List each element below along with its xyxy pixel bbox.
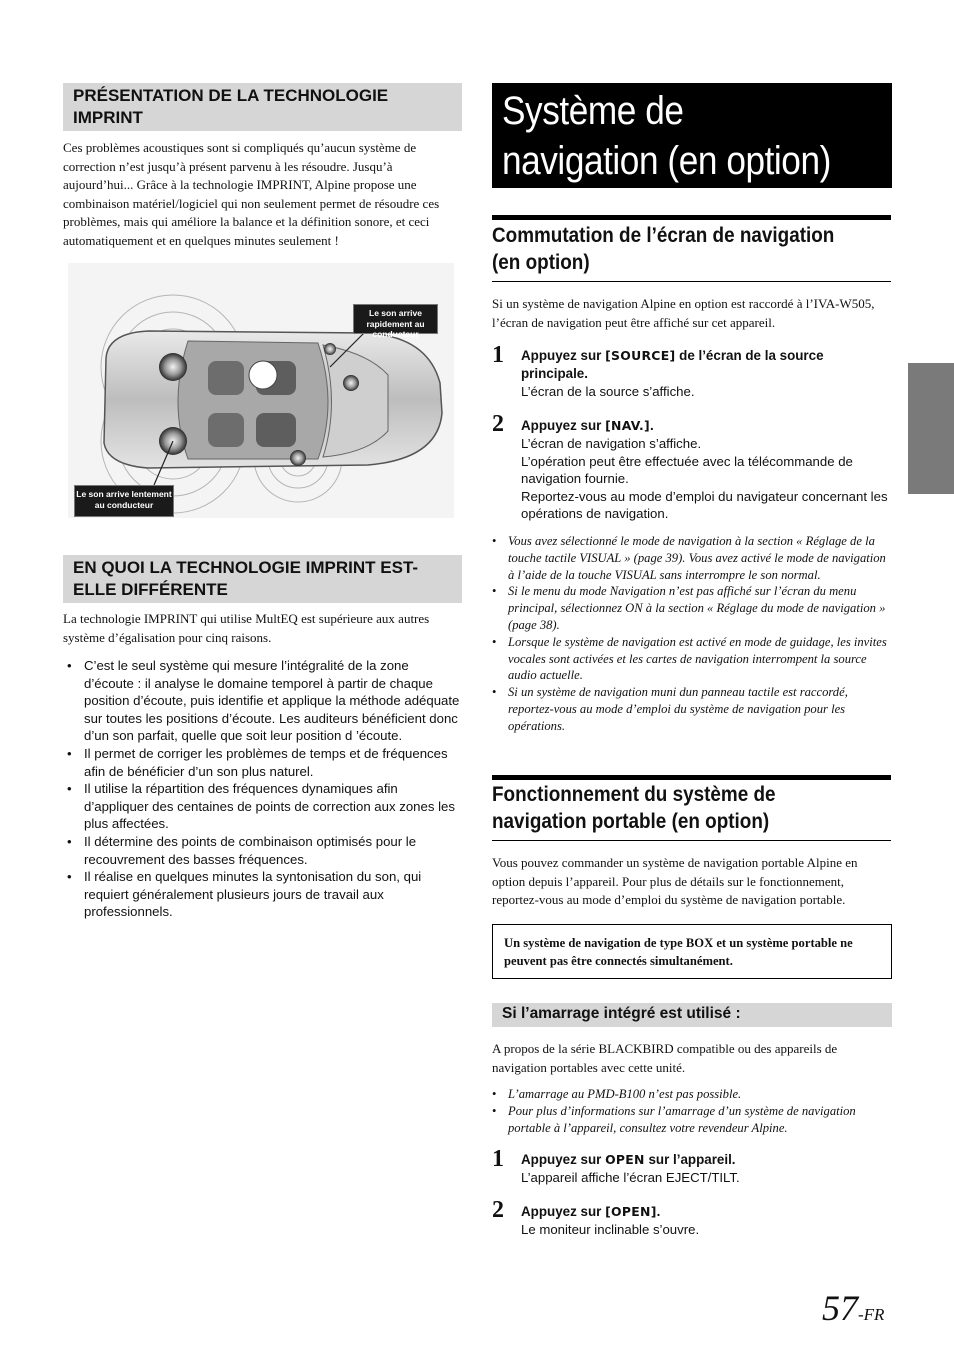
warning-box xyxy=(492,924,892,979)
step-instruction: Appuyez sur [SOURCE] de l’écran de la source principale. xyxy=(521,348,824,381)
step-number: 1 xyxy=(492,342,504,368)
chapter-title-line2: navigation (en option) xyxy=(502,139,831,183)
list-item: • Il permet de corriger les problèmes de temps et de fréquences afin de bénéficier d’un son plus naturel. xyxy=(63,745,461,780)
section-heading-difference xyxy=(63,555,462,603)
chapter-title-banner xyxy=(492,83,892,188)
list-item: • Il détermine des points de combinaison optimisés pour le recouvrement des basses fréquences. xyxy=(63,833,461,868)
difference-bullet-list xyxy=(63,657,461,921)
step-2-nav xyxy=(521,417,891,523)
side-thumb-tab xyxy=(908,363,954,494)
open-bracket-key: [OPEN] xyxy=(605,1204,657,1219)
nav-notes-list xyxy=(492,533,890,735)
nav-key: [NAV.] xyxy=(605,418,651,433)
section-heading-text: PRÉSENTATION DE LA TECHNOLOGIE IMPRINT xyxy=(73,86,389,127)
list-item: • Lorsque le système de navigation est activé en mode de guidage, les invites vocales sont activées et les cartes de navigation interrompent la source audio actuelle. xyxy=(492,634,890,684)
chapter-title-line1: Système de xyxy=(502,89,684,133)
heading-portable-nav-line2: navigation portable (en option) xyxy=(492,810,770,833)
list-item: • Pour plus d’informations sur l’amarrage d’un système de navigation portable à l’appareil, consultez votre revendeur Alpine. xyxy=(492,1103,890,1137)
section-rule-top xyxy=(492,775,891,780)
page-number xyxy=(822,1288,884,1328)
list-item: • C’est le seul système qui mesure l’intégralité de la zone d’écoute : il analyse le domaine temporel à partir de chaque position d’écoute, puis identifie et applique la méthode adéquate sur toutes les positions d’écoute. Les auditeurs bénéficient donc d’un son parfait, quelle que soit leur position d ’écoute. xyxy=(63,657,461,745)
heading-portable-nav-line1: Fonctionnement du système de xyxy=(492,783,776,806)
section-rule-bottom xyxy=(492,840,891,841)
open-key: OPEN xyxy=(605,1152,645,1167)
subheading-integrated-dock xyxy=(492,1003,892,1027)
list-item: • Vous avez sélectionné le mode de navigation à la section « Réglage de la touche tactile VISUAL » (page 39). Vous avez activé le mode de navigation à l’aide de la touche VISUAL sans interrompre le son normal. xyxy=(492,533,890,583)
list-item: • Il réalise en quelques minutes la syntonisation du son, qui requiert généralement plusieurs jours de travail aux professionnels. xyxy=(63,868,461,921)
step-result: Reportez-vous au mode d’emploi du navigateur concernant les opérations de navigation. xyxy=(521,488,888,522)
list-item: • Il utilise la répartition des fréquences dynamiques afin d’appliquer des centaines de points de correction aux zones les plus affectées. xyxy=(63,780,461,833)
imprint-paragraph: Ces problèmes acoustiques sont si compliqués qu’aucun système de correction n’est jusqu’à présent parvenu à les résoudre. Jusqu’à aujourd’hui... Grâce à la technologie IMPRINT, Alpine propose une combinaison matériel/logiciel qui non seulement permet de résoudre ces problèmes, mais qui améliore la balance et la définition sonore, et ceci automatiquement et en quelques minutes seulement ! xyxy=(63,140,440,248)
warning-text: Un système de navigation de type BOX et un système portable ne peuvent pas être connectés simultanément. xyxy=(504,936,853,968)
section-rule-bottom xyxy=(492,281,891,282)
list-item: • Si un système de navigation muni dun panneau tactile est raccordé, reportez-vous au mode d’emploi du système de navigation pour les opérations. xyxy=(492,684,890,734)
nav-switch-intro: Si un système de navigation Alpine en option est raccordé à l’IVA-W505, l’écran de navigation peut être affiché sur cet appareil. xyxy=(492,296,875,330)
step-result: L’appareil affiche l’écran EJECT/TILT. xyxy=(521,1170,740,1185)
step-number: 2 xyxy=(492,411,504,437)
difference-intro: La technologie IMPRINT qui utilise MultEQ est supérieure aux autres système d’égalisation pour cinq raisons. xyxy=(63,611,430,645)
page-number-value: 57 xyxy=(822,1288,858,1328)
subheading-text: Si l’amarrage intégré est utilisé : xyxy=(502,1005,741,1022)
car-acoustic-figure xyxy=(68,263,454,518)
list-item: • Si le menu du mode Navigation n’est pas affiché sur l’écran du menu principal, sélectionnez ON à la section « Réglage du mode de navigation » (page 38). xyxy=(492,583,890,633)
portable-nav-intro: Vous pouvez commander un système de navigation portable Alpine en option depuis l’appareil. Pour plus de détails sur le fonctionnement, reportez-vous au mode d’emploi du système de navigation portable. xyxy=(492,855,858,907)
step-2-open xyxy=(521,1203,891,1239)
heading-nav-screen-switch-line1: Commutation de l’écran de navigation xyxy=(492,224,835,247)
step-instruction: Appuyez sur OPEN sur l’appareil. xyxy=(521,1152,736,1167)
heading-nav-screen-switch-line2: (en option) xyxy=(492,251,590,274)
label-fast-text: Le son arrive rapidement au conducteur xyxy=(366,308,425,339)
source-key: [SOURCE] xyxy=(605,348,676,363)
page-language-suffix: -FR xyxy=(858,1305,885,1324)
label-sound-arrives-fast xyxy=(353,304,438,339)
dock-notes-list xyxy=(492,1086,890,1136)
section-heading-imprint xyxy=(63,83,462,131)
step-number: 2 xyxy=(492,1197,504,1223)
label-sound-arrives-slow xyxy=(74,485,174,517)
step-instruction: Appuyez sur [NAV.]. xyxy=(521,418,654,433)
list-item: • L’amarrage au PMD-B100 n’est pas possible. xyxy=(492,1086,890,1103)
step-1-open xyxy=(521,1151,891,1187)
section-rule-top xyxy=(492,215,891,220)
step-result: L’opération peut être effectuée avec la télécommande de navigation fournie. xyxy=(521,453,853,487)
label-slow-text: Le son arrive lentement au conducteur xyxy=(76,489,172,510)
step-result: Le moniteur inclinable s’ouvre. xyxy=(521,1222,700,1237)
step-result: L’écran de la source s’affiche. xyxy=(521,384,695,399)
step-instruction: Appuyez sur [OPEN]. xyxy=(521,1204,661,1219)
section-heading-text: EN QUOI LA TECHNOLOGIE IMPRINT EST-ELLE DIFFÉRENTE xyxy=(73,558,419,599)
step-number: 1 xyxy=(492,1146,504,1172)
step-1-source xyxy=(521,347,891,401)
step-result: L’écran de navigation s’affiche. xyxy=(521,436,702,451)
dock-intro: A propos de la série BLACKBIRD compatible ou des appareils de navigation portables avec cette unité. xyxy=(492,1041,838,1075)
car-illustration xyxy=(68,263,454,518)
